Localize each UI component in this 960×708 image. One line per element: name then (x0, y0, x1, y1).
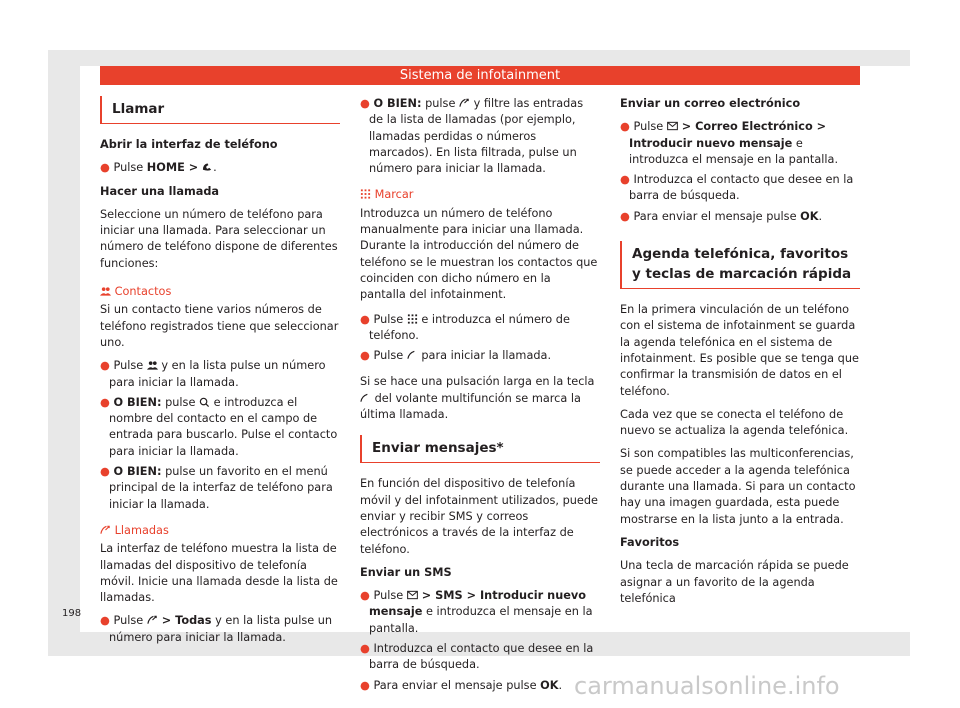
bullet-dot: ● (620, 209, 630, 223)
section-title-llamar: Llamar (100, 96, 340, 124)
call-list-icon (147, 615, 158, 625)
llamadas-label: Llamadas (114, 523, 169, 537)
column-1 (100, 96, 340, 653)
bullet-text: pulse un favorito en el menú principal de la interfaz de teléfono para iniciar la llamada. (109, 465, 333, 511)
bullet-text: Introduzca el contacto que desee en la barra de búsqueda. (369, 642, 594, 672)
bullet-correo (620, 119, 860, 168)
bullet-favorito (100, 464, 340, 513)
contacts-icon (100, 286, 111, 296)
bullet-bold: OK (540, 678, 559, 692)
section-title-mensajes: Enviar mensajes* (360, 435, 600, 463)
bullet-text-end: y en la lista pulse un número para iniciar la llamada. (109, 359, 326, 389)
chapter-header: Sistema de infotainment (100, 66, 860, 85)
bullet-text-end: e introduzca el mensaje en la pantalla. (369, 605, 593, 635)
bullet-text: Pulse (113, 614, 147, 628)
bullet-text: Pulse (373, 312, 407, 326)
bullet-contacto-correo (620, 172, 860, 205)
bullet-bold: OK (800, 209, 819, 223)
bullet-dot: ● (100, 395, 110, 409)
bullet-text: Pulse (373, 589, 407, 603)
paragraph-vinculacion: En la primera vinculación de un teléfono con el sistema de infotainment se guarda la agenda telefónica en el sistema de infotainment. Es posible que se tenga que confirmar la transmisión de datos en el teléfono. (620, 303, 859, 398)
search-icon (199, 397, 210, 407)
bullet-bold: > Todas (157, 614, 212, 628)
bullet-dot: ● (620, 173, 630, 187)
bullet-dot: ● (100, 465, 110, 479)
bullet-bold: > SMS > Introducir nuevo mensaje (369, 589, 587, 619)
paragraph-text-end: del volante multifunción se marca la última llamada. (360, 391, 581, 422)
subheading-favoritos: Favoritos (620, 535, 680, 549)
bullet-dot: ● (360, 589, 370, 603)
bullet-bold: O BIEN: (113, 395, 162, 409)
keypad-icon (407, 314, 418, 324)
marcar-label: Marcar (374, 188, 414, 202)
bullet-text: Introduzca el contacto que desee en la barra de búsqueda. (629, 173, 854, 203)
bullet-text-end: e introduzca el mensaje en la pantalla. (629, 136, 839, 166)
envelope-icon (667, 121, 678, 131)
paragraph-pulsacion (360, 374, 600, 423)
bullet-text: Pulse (373, 349, 407, 363)
subheading-sms: Enviar un SMS (360, 565, 452, 579)
bullet-text: Pulse (113, 161, 147, 175)
bullet-text: pulse (421, 97, 459, 110)
bullet-dot: ● (100, 614, 110, 628)
bullet-dot: ● (360, 97, 370, 110)
paragraph-favoritos: Una tecla de marcación rápida se puede asignar a un favorito de la agenda telefónica (620, 559, 849, 605)
bullet-text-end: y en la lista pulse un número para iniciar la llamada. (109, 614, 333, 644)
bullet-dot: ● (360, 312, 370, 326)
bullet-sms (360, 588, 600, 637)
paragraph-mensajes: En función del dispositivo de telefonía móvil y del infotainment utilizados, puede enviar y recibir SMS y correos electrónicos a través de la interfaz de teléfono. (360, 477, 598, 556)
paragraph-multiconferencias: Si son compatibles las multiconferencias, se puede acceder a la agenda telefónica durante una llamada. Si para un contacto hay una imagen guardada, esta puede mostrarse en la lista junto a la entrada. (620, 447, 856, 526)
bullet-search (100, 395, 340, 460)
paragraph-seleccione: Seleccione un número de teléfono para iniciar una llamada. Para seleccionar un número de teléfono dispone de diferentes funciones: (100, 207, 338, 270)
bullet-todas (100, 613, 340, 646)
bullet-dot: ● (620, 120, 630, 134)
bullet-text: Pulse (633, 120, 667, 134)
bullet-text-end: . (213, 161, 217, 175)
bullet-text-end: para iniciar la llamada. (417, 349, 552, 363)
phone-icon (407, 350, 418, 360)
paragraph-llamadas: La interfaz de teléfono muestra la lista de llamadas del dispositivo de telefonía móvil. Inicie una llamada desde la lista de llamadas. (100, 542, 338, 605)
subheading-llamadas (100, 523, 340, 539)
bullet-dot: ● (360, 678, 370, 692)
bullet-text: Para enviar el mensaje pulse (633, 209, 801, 223)
subheading-marcar (360, 187, 600, 203)
bullet-text: Pulse (113, 359, 147, 373)
contacts-icon (147, 360, 158, 370)
section-title-agenda: Agenda telefónica, favoritos y teclas de marcación rápida (620, 241, 860, 289)
bullet-dot: ● (360, 349, 370, 363)
bullet-bold: O BIEN: (373, 97, 422, 110)
bullet-text-end: . (818, 209, 823, 223)
bullet-ok-sms (360, 678, 600, 694)
column-2 (360, 96, 600, 701)
bullet-text-end: y filtre las entradas de la lista de llamadas (por ejemplo, llamadas perdidas o números marcados). En lista filtrada, pulse un número para iniciar la llamada. (369, 97, 584, 176)
bullet-bold: > Correo Electrónico > Introducir nuevo mensaje (629, 120, 827, 150)
phone-icon (360, 393, 371, 403)
bullet-text-end: . (558, 678, 563, 692)
paragraph-contacto: Si un contacto tiene varios números de teléfono registrados tiene que seleccionar uno. (100, 303, 339, 349)
bullet-bold: O BIEN: (113, 465, 162, 479)
bullet-ok-correo (620, 209, 860, 225)
envelope-icon (407, 590, 418, 600)
subheading-correo: Enviar un correo electrónico (620, 97, 801, 110)
bullet-text-end: e introduzca el nombre del contacto en el campo de entrada para buscarlo. Pulse el contacto para iniciar la llamada. (109, 395, 338, 458)
subheading-hacer: Hacer una llamada (100, 184, 220, 198)
bullet-dot: ● (360, 642, 370, 656)
paragraph-actualiza: Cada vez que se conecta el teléfono de nuevo se actualiza la agenda telefónica. (620, 407, 849, 438)
paragraph-marcar: Introduzca un número de teléfono manualmente para iniciar una llamada. Durante la introducción del número de teléfono se le muestran los contactos que coinciden con dicho número en la pantalla del infotainment. (360, 206, 598, 302)
phone-icon (202, 162, 213, 172)
bullet-text: Para enviar el mensaje pulse (373, 678, 541, 692)
bullet-keypad (360, 312, 600, 345)
call-list-icon (100, 525, 111, 535)
bullet-call (360, 348, 600, 364)
bullet-text-end: e introduzca el número de teléfono. (369, 312, 570, 342)
bullet-filtre (360, 96, 600, 177)
bullet-bold: HOME > (146, 161, 203, 175)
column-3 (620, 96, 860, 614)
bullet-dot: ● (100, 161, 110, 175)
watermark: carmanualsonline.info (574, 672, 840, 700)
bullet-text: pulse (161, 395, 199, 409)
page-number: 198 (62, 608, 82, 619)
bullet-dot: ● (100, 359, 110, 373)
bullet-contacts (100, 358, 340, 391)
bullet-home (100, 160, 340, 176)
contactos-label: Contactos (114, 285, 172, 299)
subheading-abrir: Abrir la interfaz de teléfono (100, 138, 278, 151)
bullet-contacto-sms (360, 641, 600, 674)
keypad-icon (360, 189, 371, 199)
subheading-contactos (100, 284, 340, 300)
call-list-icon (459, 98, 470, 108)
paragraph-text: Si se hace una pulsación larga en la tecla (360, 375, 595, 389)
